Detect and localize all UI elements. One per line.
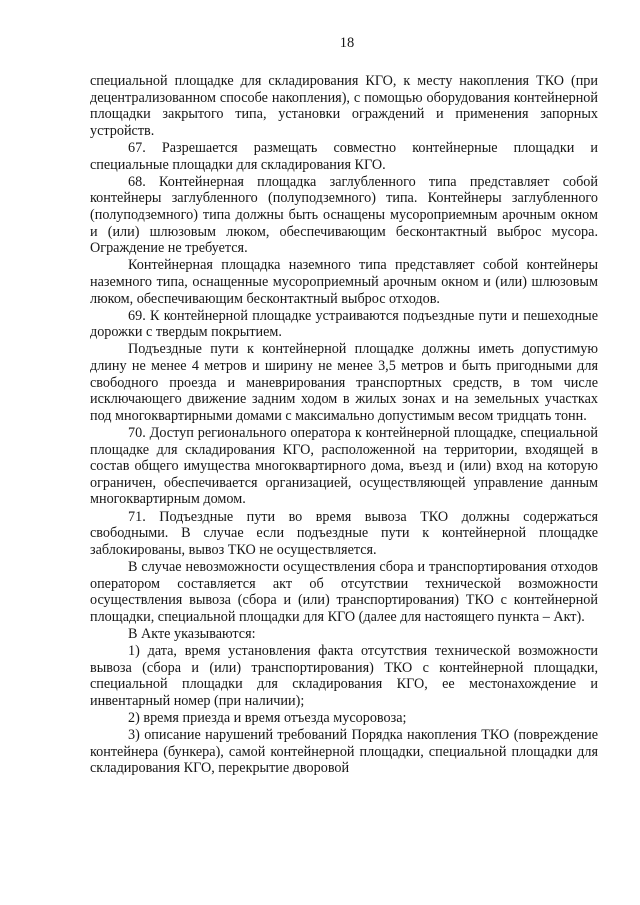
paragraph-67: 67. Разрешается размещать совместно контейнерные площадки и специальные площадки для складирования КГО. xyxy=(90,139,598,173)
list-item-3: 3) описание нарушений требований Порядка накопления ТКО (повреждение контейнера (бункера), самой контейнерной площадки, специальной площадки для складирования КГО, перекрытие дворовой xyxy=(90,727,598,777)
list-item-2: 2) время приезда и время отъезда мусоровоза; xyxy=(128,710,407,727)
list-item-1: 1) дата, время установления факта отсутствия технической возможности вывоза (сбора и (или) транспортирования) ТКО с контейнерной площадки, специальной площадки для складирования КГО, ее местонахождение и инвентарный номер (при наличии); xyxy=(90,643,598,709)
paragraph-71-act: В случае невозможности осуществления сбора и транспортирования отходов оператором составляется акт об отсутствии технической возможности осуществления вывоза (сбора и (или) транспортирования) ТКО с контейнерной площадки, специальной площадки для КГО (далее для настоящего пункта – Акт). xyxy=(90,558,598,625)
paragraph-66-continuation: специальной площадке для складирования КГО, к месту накопления ТКО (при децентрализованном способе накопления), с помощью оборудования контейнерной площадки закрытого типа, установки ограждений и применения запорных устройств. xyxy=(90,73,598,139)
page-number: 18 xyxy=(339,35,355,51)
paragraph-70: 70. Доступ регионального оператора к контейнерной площадке, специальной площадке для складирования КГО, расположенной на территории, входящей в состав общего имущества многоквартирного дома, въезд и (или) вход на которую ограничен, обеспечивается организацией, осуществляющей управление данным многоквартирным домом. xyxy=(90,425,598,508)
paragraph-act-contents-intro: В Акте указываются: xyxy=(128,625,256,642)
paragraph-69-access-roads: Подъездные пути к контейнерной площадке должны иметь допустимую длину не менее 4 метров и ширину не менее 3,5 метров и быть пригодными для свободного проезда и маневрирования транспортных средств, в том числе исключающего движение задним ходом в жилых зонах и на земельных участках под многоквартирными домами с максимально допустимым весом тридцать тонн. xyxy=(90,341,598,424)
paragraph-68: 68. Контейнерная площадка заглубленного типа представляет собой контейнеры заглубленного (полуподземного) типа. Контейнеры заглубленного (полуподземного) типа должны быть оснащены мусороприемным арочным окном и (или) шлюзовым люком, обеспечивающим бесконтактный выброс мусора. Ограждение не требуется. xyxy=(90,173,598,257)
paragraph-71: 71. Подъездные пути во время вывоза ТКО должны содержаться свободными. В случае если подъездные пути к контейнерной площадке заблокированы, вывоз ТКО не осуществляется. xyxy=(90,508,598,558)
paragraph-69: 69. К контейнерной площадке устраиваются подъездные пути и пешеходные дорожки с твердым покрытием. xyxy=(90,307,598,341)
paragraph-68-ground-type: Контейнерная площадка наземного типа представляет собой контейнеры наземного типа, оснащенные мусороприемный арочным окном и (или) шлюзовым люком, обеспечивающим бесконтактный выброс отходов. xyxy=(90,257,598,307)
